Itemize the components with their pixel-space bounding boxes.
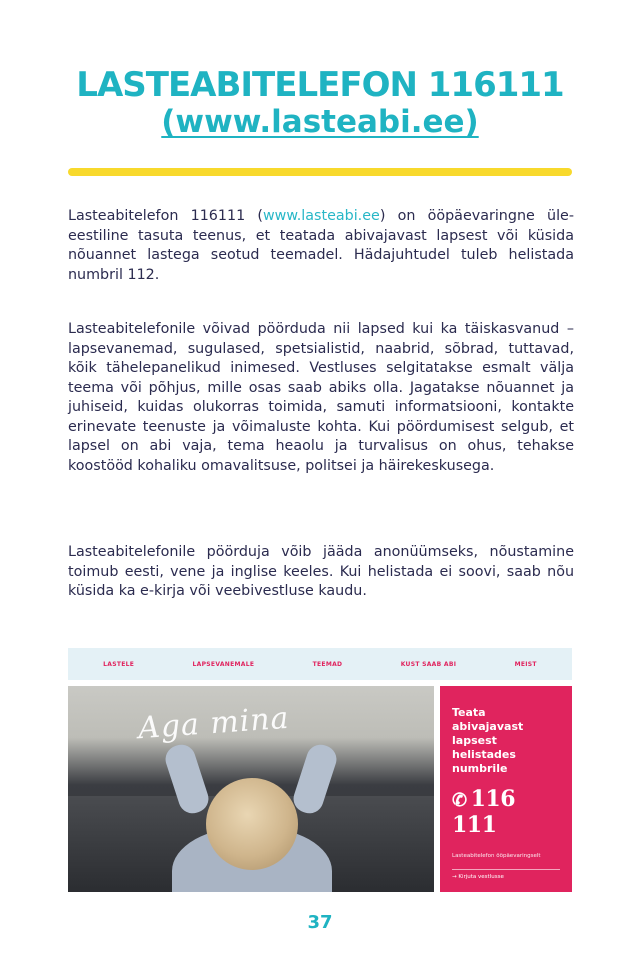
paragraph-1-text-end: ) on ööpäevaringne üle-eestiline tasuta teenus, et teatada abivajavast lapsest või küsida nõuannet lastega seotud teemadel. Hädajuhtudel tuleb helistada numbril 112.: [68, 208, 574, 283]
phone-icon: ✆: [452, 790, 467, 811]
nav-item-lapsevanemale[interactable]: LAPSEVANEMALE: [192, 660, 255, 668]
nav-item-meist[interactable]: MEIST: [514, 660, 537, 668]
website-screenshot: [68, 648, 572, 892]
page-number: 37: [307, 912, 333, 933]
cta-text: Teata abivajavast lapsest helistades numbrile: [452, 706, 524, 775]
paragraph-2: Lasteabitelefonile võivad pöörduda nii lapsed kui ka täiskasvanud – lapsevanemad, sugulased, spetsialistid, naabrid, sõbrad, tuttavad, kõik tähelepanelikud inimesed. Vestluses selgitatakse esmalt välja teema või põhjus, mille osas saab abiks olla. Jagatakse nõuannet ja juhiseid, kuidas olukorras toimida, samuti informatsiooni, kontakte erinevate teenuste ja võimaluste kohta. Kui pöördumisest selgub, et lapsel on abi vaja, tema heaolu ja turvalisus on ohus, tehakse koostööd kohaliku omavalitsuse, politsei ja häirekeskusega.: [68, 321, 574, 474]
nav-item-lastele[interactable]: LASTELE: [103, 660, 135, 668]
page-title: LASTEABITELEFON 116111: [76, 65, 564, 105]
hero-script-text: Aga mina: [136, 700, 291, 747]
cta-small-text: Lasteabitelefon ööpäevaringselt: [452, 853, 541, 859]
nav-item-kust-saab-abi[interactable]: KUST SAAB ABI: [400, 660, 457, 668]
website-navbar: [68, 648, 572, 680]
website-link-heading[interactable]: (www.lasteabi.ee): [161, 104, 479, 140]
cta-chat-link[interactable]: → Kirjuta vestlusse: [452, 869, 560, 880]
paragraph-1: [68, 207, 574, 285]
yellow-divider: [68, 168, 572, 176]
nav-item-teemad[interactable]: TEEMAD: [312, 660, 343, 668]
inline-website-link[interactable]: www.lasteabi.ee: [262, 208, 380, 224]
call-to-action-panel[interactable]: [440, 686, 572, 892]
cta-phone-number: 116 111: [452, 786, 516, 838]
child-head: [206, 778, 298, 870]
paragraph-3: Lasteabitelefonile pöörduja võib jääda anonüümseks, nõustamine toimub eesti, vene ja inglise keeles. Kui helistada ei soovi, saab nõu küsida ka e-kirja või veebivestluse kaudu.: [68, 544, 574, 599]
paragraph-1-text-start: Lasteabitelefon 116111 (: [68, 208, 263, 224]
hero-photo: [68, 686, 434, 892]
cta-phone[interactable]: [452, 786, 560, 838]
